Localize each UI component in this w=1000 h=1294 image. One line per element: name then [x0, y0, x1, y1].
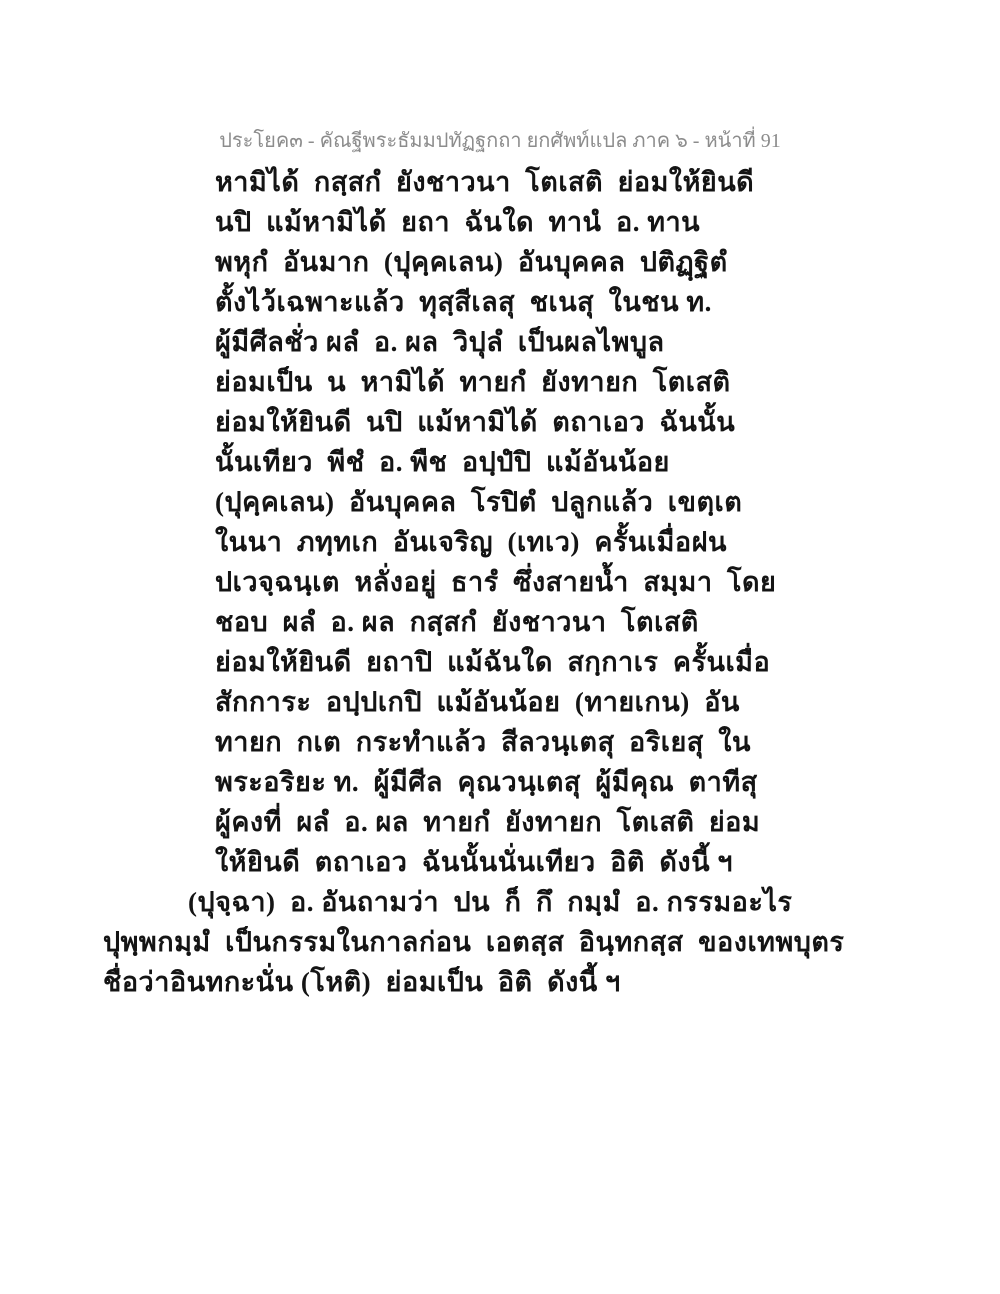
verse-line: ปเวจฺฉนฺเต หลั่งอยู่ ธารํ ซึ่งสายน้ำ สมฺมา โดย [215, 567, 777, 597]
verse-line: พหุกํ อันมาก (ปุคฺคเลน) อันบุคคล ปติฏฺฐิตํ [215, 247, 728, 277]
verse-line: นปิ แม้หามิได้ ยถา ฉันใด ทานํ อ. ทาน [215, 207, 701, 237]
verse-line: ชอบ ผลํ อ. ผล กสฺสกํ ยังชาวนา โตเสติ [215, 607, 699, 637]
verse-line: (ปุคฺคเลน) อันบุคคล โรปิตํ ปลูกแล้ว เขตฺเต [215, 487, 743, 517]
paragraph-line: (ปุจฺฉา) อ. อันถามว่า ปน ก็ กึ กมฺมํ อ. กรรมอะไร [188, 887, 793, 917]
verse-line: ย่อมให้ยินดี ยถาปิ แม้ฉันใด สกฺกาเร ครั้นเมื่อ [215, 647, 771, 677]
verse-line: พระอริยะ ท. ผู้มีศีล คุณวนฺเตสุ ผู้มีคุณ ตาทีสุ [215, 767, 758, 797]
page-body [0, 162, 1000, 1002]
verse-line: ตั้งไว้เฉพาะแล้ว ทุสฺสีเลสุ ชเนสุ ในชน ท. [215, 287, 712, 317]
page-header: ประโยค๓ - คัณฐีพระธัมมปทัฏฐกถา ยกศัพท์แปล ภาค ๖ - หน้าที่ 91 [219, 130, 781, 152]
verse-line: ผู้มีศีลชั่ว ผลํ อ. ผล วิปุลํ เป็นผลไพบูล [215, 327, 665, 357]
paragraph-line: ปุพฺพกมฺมํ เป็นกรรมในกาลก่อน เอตสฺส อินฺทกสฺส ของเทพบุตร [103, 927, 845, 957]
verse-line: ทายก กเต กระทำแล้ว สีลวนฺเตสุ อริเยสุ ใน [215, 727, 751, 757]
verse-line: ย่อมเป็น น หามิได้ ทายกํ ยังทายก โตเสติ [215, 367, 731, 397]
verse-line: สักการะ อปฺปเกปิ แม้อันน้อย (ทายเกน) อัน [215, 687, 740, 717]
verse-line: ผู้คงที่ ผลํ อ. ผล ทายกํ ยังทายก โตเสติ ย่อม [215, 807, 761, 837]
verse-line: ให้ยินดี ตถาเอว ฉันนั้นนั่นเทียว อิติ ดังนี้ ฯ [215, 847, 733, 877]
verse-line: ย่อมให้ยินดี นปิ แม้หามิได้ ตถาเอว ฉันนั้น [215, 407, 736, 437]
verse-line: หามิได้ กสฺสกํ ยังชาวนา โตเสติ ย่อมให้ยินดี [215, 167, 755, 197]
verse-line: ในนา ภทฺทเก อันเจริญ (เทเว) ครั้นเมื่อฝน [215, 527, 727, 557]
paragraph-line: ชื่อว่าอินทกะนั่น (โหติ) ย่อมเป็น อิติ ดังนี้ ฯ [103, 967, 621, 997]
verse-line: นั้นเทียว พีชํ อ. พืช อปฺปํปิ แม้อันน้อย [215, 447, 670, 477]
